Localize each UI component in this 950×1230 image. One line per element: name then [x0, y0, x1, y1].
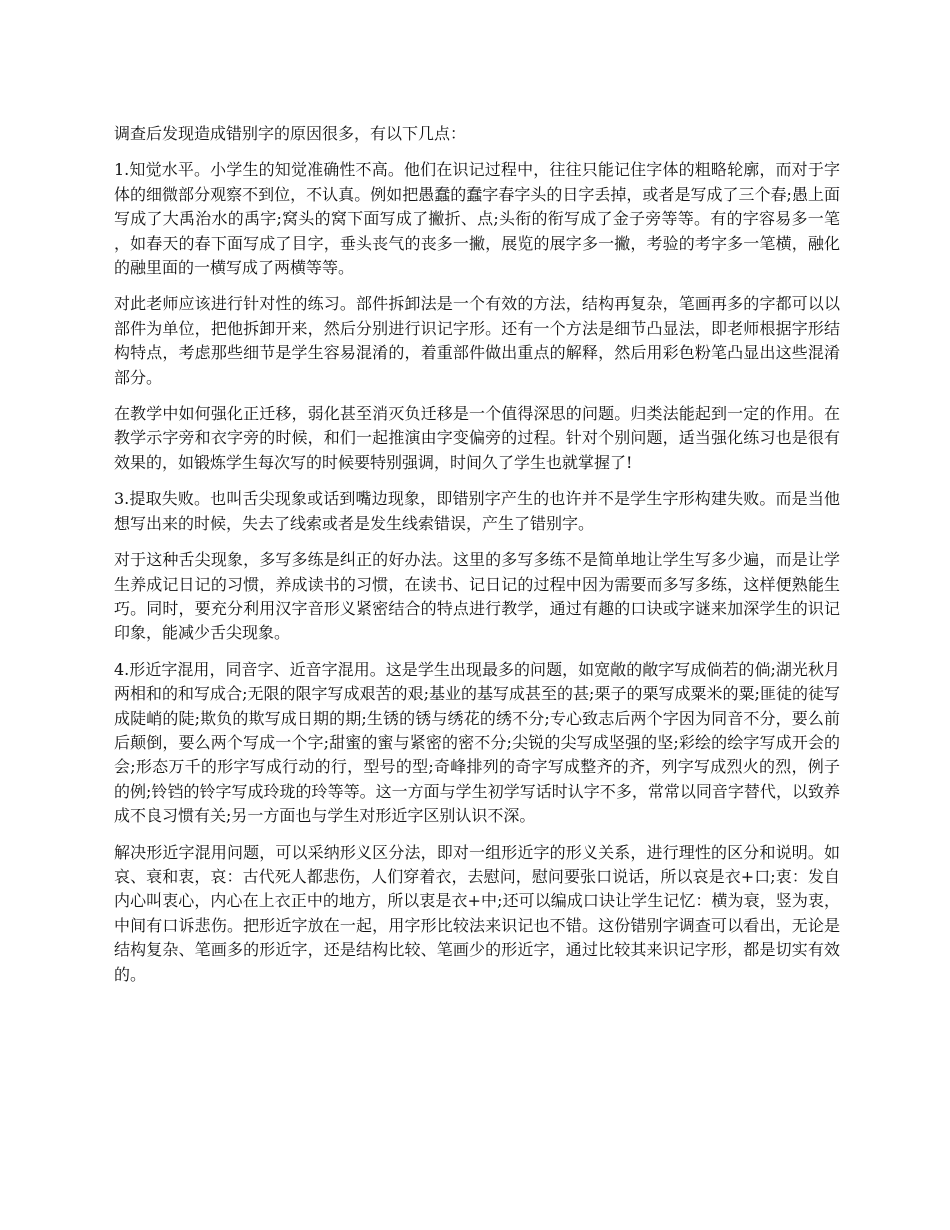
paragraph-perception-level: 1.知觉水平。小学生的知觉准确性不高。他们在识记过程中，往往只能记住字体的粗略轮廓，而对于字体的细微部分观察不到位，不认真。例如把愚蠢的蠢字春字头的日字丢掉，或者是写成了三个春;愚上面写成了大禹治水的禹字;窝头的窝下面写成了撇折、点;头衔的衔写成了金子旁等等。有的字容易多一笔，如春天的春下面写成了目字，垂头丧气的丧多一撇，展览的展字多一撇，考验的考字多一笔横，融化的融里面的一横写成了两横等等。 — [114, 160, 840, 278]
paragraph-intro: 调查后发现造成错别字的原因很多，有以下几点： — [114, 124, 467, 143]
paragraph-transfer: 在教学中如何强化正迁移，弱化甚至消灭负迁移是一个值得深思的问题。归类法能起到一定的作用。在教学示字旁和衣字旁的时候，和们一起推演由字变偏旁的过程。针对个别问题，适当强化练习也是很有效果的，如锻炼学生每次写的时候要特别强调，时间久了学生也就掌握了! — [114, 404, 840, 472]
paragraph-solution: 解决形近字混用问题，可以采纳形义区分法，即对一组形近字的形义关系，进行理性的区分和说明。如哀、衰和衷，哀：古代死人都悲伤，人们穿着衣，去慰问，慰问要张口说话，所以哀是衣+口;衷：发自内心叫衷心，内心在上衣正中的地方，所以衷是衣+中;还可以编成口诀让学生记忆：横为衰，竖为衷，中间有口诉悲伤。把形近字放在一起，用字形比较法来识记也不错。这份错别字调查可以看出，无论是结构复杂、笔画多的形近字，还是结构比较、笔画少的形近字，通过比较其来识记字形，都是切实有效的。 — [114, 842, 840, 984]
document-body — [114, 122, 840, 999]
paragraph-retrieval-failure: 3.提取失败。也叫舌尖现象或话到嘴边现象，即错别字产生的也许并不是学生字形构建失败。而是当他想写出来的时候，失去了线索或者是发生线索错误，产生了错别字。 — [114, 489, 840, 533]
paragraph-similar-characters: 4.形近字混用，同音字、近音字混用。这是学生出现最多的问题，如宽敞的敞字写成倘若的倘;湖光秋月两相和的和写成合;无限的限字写成艰苦的艰;基业的基写成甚至的甚;栗子的栗写成粟米的粟;匪徒的徒写成陡峭的陡;欺负的欺写成日期的期;生锈的锈与绣花的绣不分;专心致志后两个字因为同音不分，要么前后颠倒，要么两个写成一个字;甜蜜的蜜与紧密的密不分;尖锐的尖写成坚强的坚;彩绘的绘字写成开会的会;形态万千的形字写成行动的行，型号的型;奇峰排列的奇字写成整齐的齐，列字写成烈火的烈，例子的例;铃铛的铃字写成玲珑的玲等等。这一方面与学生初学写话时认字不多，常常以同音字替代，以致养成不良习惯有关;另一方面也与学生对形近字区别认识不深。 — [114, 659, 840, 826]
paragraph-tip-of-tongue: 对于这种舌尖现象，多写多练是纠正的好办法。这里的多写多练不是简单地让学生写多少遍，而是让学生养成记日记的习惯，养成读书的习惯，在读书、记日记的过程中因为需要而多写多练，这样便熟能生巧。同时，要充分利用汉字音形义紧密结合的特点进行教学，通过有趣的口诀或字谜来加深学生的识记印象，能减少舌尖现象。 — [114, 550, 840, 643]
paragraph-targeted-practice: 对此老师应该进行针对性的练习。部件拆卸法是一个有效的方法，结构再复杂，笔画再多的字都可以以部件为单位，把他拆卸开来，然后分别进行识记字形。还有一个方法是细节凸显法，即老师根据字形结构特点，考虑那些细节是学生容易混淆的，着重部件做出重点的解释，然后用彩色粉笔凸显出这些混淆部分。 — [114, 294, 840, 387]
